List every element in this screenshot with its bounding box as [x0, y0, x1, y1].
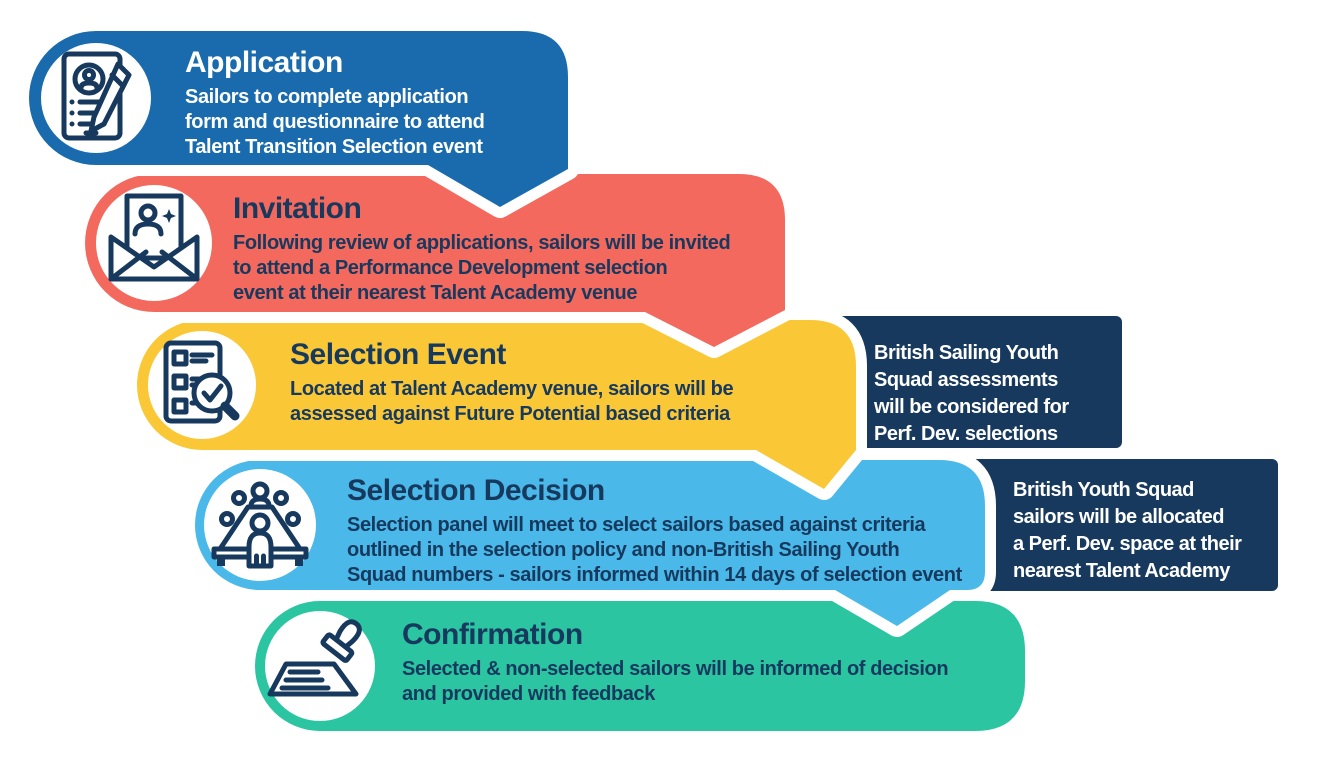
step-title: Invitation [233, 192, 362, 225]
step-selection-event [290, 338, 733, 427]
step-description: Selection panel will meet to select sailors based against criteria outlined in the selection policy and non-British Sailing Youth Squad numbers - sailors informed within 14 days of selection event [347, 514, 962, 586]
step-title: Selection Event [290, 338, 506, 371]
step-application [185, 46, 484, 160]
step-description: Located at Talent Academy venue, sailors will be assessed against Future Potential based criteria [290, 378, 734, 425]
note-selection-decision: British Youth Squad sailors will be allocated a Perf. Dev. space at their nearest Talent Academy [1013, 479, 1242, 582]
step-description: Following review of applications, sailors will be invited to attend a Performance Development selection event at their nearest Talent Academy venue [233, 232, 731, 304]
application-form-icon [64, 54, 129, 138]
step-title: Application [185, 46, 343, 79]
step-selection-decision [347, 474, 962, 588]
step-confirmation [402, 618, 948, 707]
step-description: Selected & non-selected sailors will be informed of decision and provided with feedback [402, 658, 949, 705]
step-invitation [233, 192, 730, 306]
step-description: Sailors to complete application form and questionnaire to attend Talent Transition Selection event [185, 86, 485, 158]
step-title: Confirmation [402, 618, 583, 651]
note-selection-event: British Sailing Youth Squad assessments will be considered for Perf. Dev. selections [874, 342, 1069, 445]
step-title: Selection Decision [347, 474, 605, 507]
